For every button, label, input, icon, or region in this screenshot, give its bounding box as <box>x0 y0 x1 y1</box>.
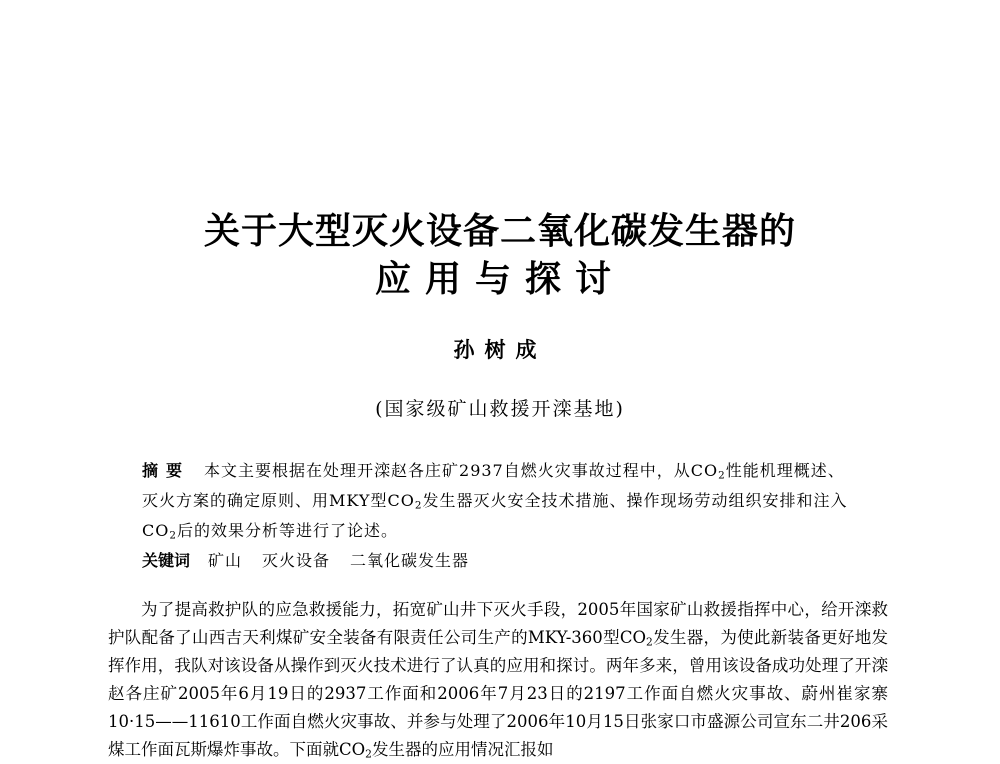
abstract-text-3: 发生器灭火安全技术措施、操作现场劳动组织安排和注入CO <box>142 491 848 540</box>
abstract-label: 摘要 <box>142 461 191 480</box>
abstract-text-2: 性能机理概述、灭火方案的确定原则、用MKY型CO <box>142 461 845 510</box>
abstract-subscript-2: 2 <box>414 499 423 512</box>
abstract-text-1: 本文主要根据在处理开滦赵各庄矿2937自燃火灾事故过程中，从CO <box>204 461 719 480</box>
keyword-item: 灭火设备 <box>262 551 331 570</box>
author-name: 孙树成 <box>453 337 547 362</box>
keywords <box>142 546 854 576</box>
abstract-subscript-1: 2 <box>718 469 726 482</box>
paper-title <box>0 210 1000 302</box>
title-line-1: 关于大型灭火设备二氧化碳发生器的 <box>203 211 796 252</box>
body-text-1: 为了提高救护队的应急救援能力，拓宽矿山井下灭火手段，2005年国家矿山救援指挥中心，给开滦救护队配备了山西吉天利煤矿安全装备有限责任公司生产的MKY-360型CO <box>108 600 888 647</box>
author-affiliation: (国家级矿山救援开滦基地) <box>375 398 625 420</box>
body-text-2: 发生器，为使此新装备更好地发挥作用，我队对该设备从操作到灭火技术进行了认真的应用和探讨。两年多来，曾用该设备成功处理了开滦赵各庄矿2005年6月19日的2937工作面和2006年7月23日的2197工作面自燃火灾事故、蔚州崔家寨10·15——11610工作面自燃火灾事故、并参与处理了2006年10月15日张家口市盛源公司宣东二井206采煤工作面瓦斯爆炸事故。下面就CO <box>108 628 888 759</box>
abstract-subscript-3: 2 <box>169 529 177 542</box>
body-paragraph <box>108 596 888 764</box>
abstract-text-4: 后的效果分析等进行了论述。 <box>176 521 398 540</box>
body-subscript-2: 2 <box>365 747 372 761</box>
keywords-label: 关键词 <box>142 551 191 570</box>
body-text-3: 发生器的应用情况汇报如 <box>371 740 554 759</box>
keyword-item: 矿山 <box>208 551 243 570</box>
keyword-item: 二氧化碳发生器 <box>350 551 470 570</box>
body-subscript-1: 2 <box>646 635 653 649</box>
title-line-2: 应用与探讨 <box>374 259 625 300</box>
abstract <box>142 456 854 546</box>
